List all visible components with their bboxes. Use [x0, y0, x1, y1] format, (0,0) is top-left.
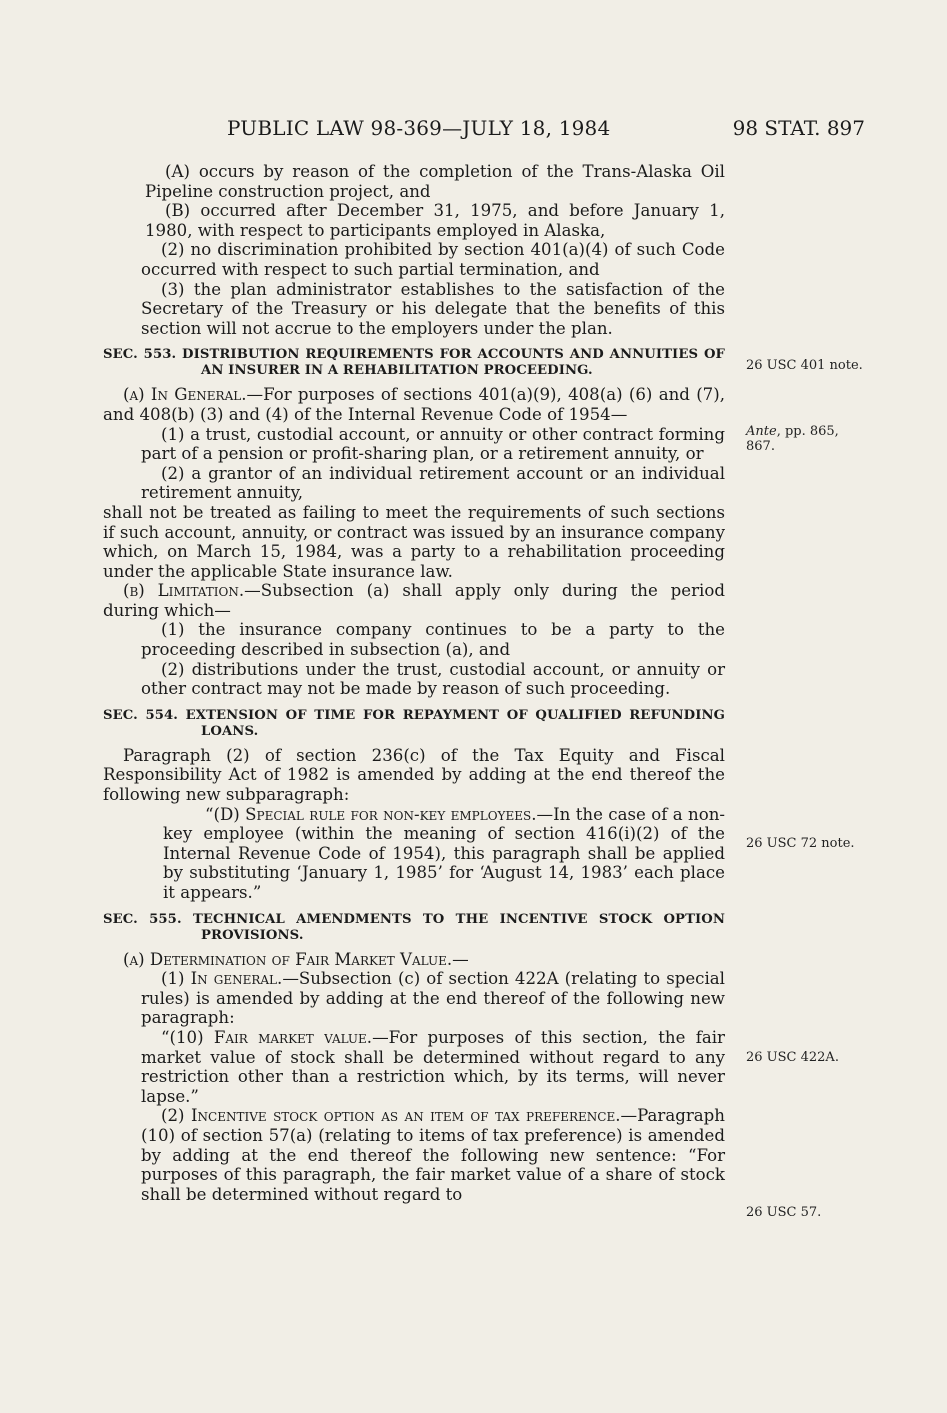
paragraph-2: (2) a grantor of an individual retirement account or an individual retirement annuity,: [141, 463, 725, 503]
subsection-a-general: [103, 385, 725, 424]
subsection-b-limitation: [103, 581, 725, 620]
section-554-text: Paragraph (2) of section 236(c) of the Tax Equity and Fiscal Responsibility Act of 1982 is amended by adding at the end thereof the following new subparagraph:: [103, 745, 725, 805]
subsection-heading: (a) Determination of Fair Market Value.: [123, 949, 453, 969]
flush-text: shall not be treated as failing to meet the requirements of such sections if such account, annuity, or contract was issued by an insurance company which, on March 15, 1984, was a party to a rehabilitation proceeding under the applicable State insurance law.: [103, 502, 725, 581]
quoted-paragraph-10: [103, 1028, 725, 1106]
quoted-text: —For purposes of this section, the fair market value of stock shall be determined without regard to any restriction other than a restriction which, by its terms, will never lapse.”: [141, 1027, 725, 1106]
subsection-heading: (b) Limitation.: [123, 581, 245, 601]
subsection-text: —: [452, 949, 469, 969]
margin-note-26-usc-422a: 26 USC 422A.: [746, 1050, 839, 1065]
section-554-heading: SEC. 554. EXTENSION OF TIME FOR REPAYMENT OF QUALIFIED REFUNDING LOANS.: [103, 707, 725, 739]
section-553-heading: SEC. 553. DISTRIBUTION REQUIREMENTS FOR ACCOUNTS AND ANNUITIES OF AN INSURER IN A REHABILITATION PROCEEDING.: [103, 347, 725, 379]
statute-text: [103, 162, 725, 1204]
subparagraph-b: (B) occurred after December 31, 1975, and before January 1, 1980, with respect to participants employed in Alaska,: [145, 201, 725, 240]
header-title: PUBLIC LAW 98-369—JULY 18, 1984: [227, 116, 611, 140]
quoted-heading: “(D) Special rule for non-key employees.: [205, 804, 537, 824]
paragraph-1: (1) the insurance company continues to be a party to the proceeding described in subsection (a), and: [141, 620, 725, 660]
quoted-subparagraph-d: [103, 805, 725, 903]
paragraph-heading: (2) Incentive stock option as an item of tax preference.: [161, 1106, 621, 1126]
paragraph-text: —Paragraph (10) of section 57(a) (relating to items of tax preference) is amended by adding at the end thereof the following new sentence: “For purposes of this paragraph, the fair market value of a share of stock shall be determined without regard to: [141, 1106, 725, 1204]
running-header: [0, 116, 947, 146]
paragraph-3: (3) the plan administrator establishes to the satisfaction of the Secretary of the Treasury or his delegate that the benefits of this section will not accrue to the employers under the plan.: [141, 279, 725, 338]
paragraph-text: —Subsection (c) of section 422A (relating to special rules) is amended by adding at the end thereof of the following new paragraph:: [141, 969, 725, 1028]
quoted-heading: “(10) Fair market value.: [161, 1027, 373, 1047]
subparagraph-a: (A) occurs by reason of the completion of the Trans-Alaska Oil Pipeline construction project, and: [145, 162, 725, 201]
margin-note-italic: Ante: [746, 424, 777, 439]
margin-note-26-usc-57: 26 USC 57.: [746, 1205, 822, 1220]
subsection-text: —For purposes of sections 401(a)(9), 408(a) (6) and (7), and 408(b) (3) and (4) of the Internal Revenue Code of 1954—: [103, 385, 725, 424]
paragraph-2: (2) distributions under the trust, custodial account, or annuity or other contract may not be made by reason of such proceeding.: [141, 659, 725, 699]
subsection-heading: (a) In General.: [123, 385, 247, 405]
paragraph-2-incentive: [103, 1106, 725, 1204]
margin-note-26-usc-72: 26 USC 72 note.: [746, 836, 855, 851]
subsection-text: —Subsection (a) shall apply only during the period during which—: [103, 581, 725, 620]
paragraph-1: (1) a trust, custodial account, or annuity or other contract forming part of a pension or profit-sharing plan, or a retirement annuity, or: [141, 424, 725, 464]
statute-page-number: 98 STAT. 897: [732, 116, 865, 140]
subsection-a-fmv: [103, 950, 725, 970]
paragraph-1-in-general: [103, 969, 725, 1028]
quoted-text: —In the case of a non-key employee (within the meaning of section 416(i)(2) of the Internal Revenue Code of 1954), this paragraph shall be applied by substituting ‘January 1, 1985’ for ‘August 14, 1983’ each place it appears.”: [163, 804, 725, 902]
margin-note-ante: [746, 424, 856, 454]
section-555-heading: SEC. 555. TECHNICAL AMENDMENTS TO THE INCENTIVE STOCK OPTION PROVISIONS.: [103, 911, 725, 943]
paragraph-heading: (1) In general.: [161, 969, 283, 989]
margin-note-text: , pp. 865, 867.: [746, 424, 839, 454]
paragraph-2: (2) no discrimination prohibited by section 401(a)(4) of such Code occurred with respect to such partial termination, and: [141, 240, 725, 279]
margin-note-26-usc-401: 26 USC 401 note.: [746, 358, 863, 373]
